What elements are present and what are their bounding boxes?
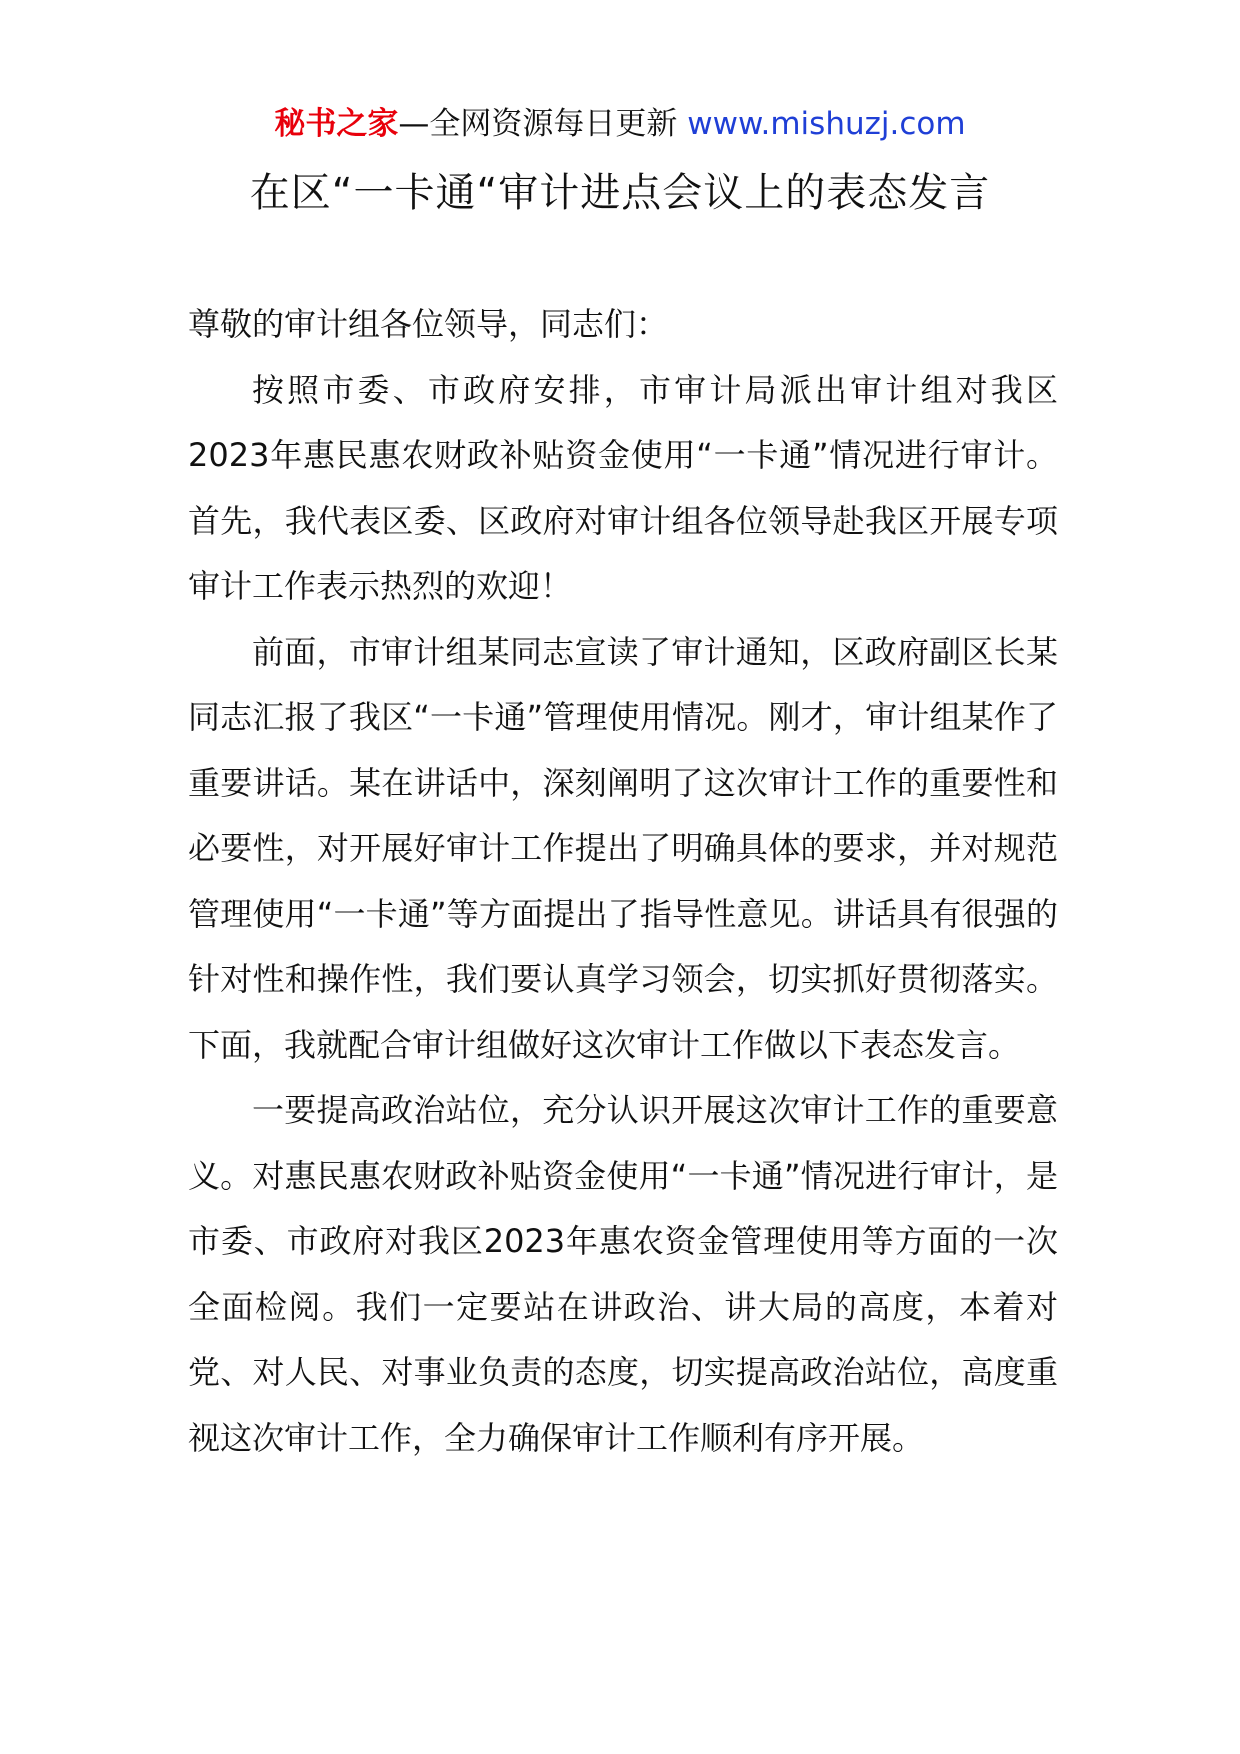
paragraph-3: 一要提高政治站位，充分认识开展这次审计工作的重要意义。对惠民惠农财政补贴资金使用“一卡通”情况进行审计，是市委、市政府对我区2023年惠农资金管理使用等方面的一次全面检阅。我们一定要站在讲政治、讲大局的高度，本着对党、对人民、对事业负责的态度，切实提高政治站位，高度重视这次审计工作，全力确保审计工作顺利有序开展。 bbox=[188, 1091, 1058, 1457]
site-header bbox=[0, 100, 1240, 148]
document-title: 在区“一卡通“审计进点会议上的表态发言 bbox=[249, 170, 991, 216]
document-body bbox=[188, 292, 1058, 1471]
paragraph-1: 按照市委、市政府安排，市审计局派出审计组对我区2023年惠民惠农财政补贴资金使用“一卡通”情况进行审计。首先，我代表区委、区政府对审计组各位领导赴我区开展专项审计工作表示热烈的欢迎！ bbox=[188, 370, 1058, 605]
salutation: 尊敬的审计组各位领导，同志们： bbox=[188, 305, 669, 343]
site-tagline: —全网资源每日更新 bbox=[398, 106, 688, 142]
paragraph-2: 前面，市审计组某同志宣读了审计通知，区政府副区长某同志汇报了我区“一卡通”管理使用情况。刚才，审计组某作了重要讲话。某在讲话中，深刻阐明了这次审计工作的重要性和必要性，对开展好审计工作提出了明确具体的要求，并对规范管理使用“一卡通”等方面提出了指导性意见。讲话具有很强的针对性和操作性，我们要认真学习领会，切实抓好贯彻落实。下面，我就配合审计组做好这次审计工作做以下表态发言。 bbox=[188, 632, 1058, 1064]
site-brand: 秘书之家 bbox=[274, 106, 399, 142]
site-url-link[interactable]: www.mishuzj.com bbox=[687, 106, 966, 142]
